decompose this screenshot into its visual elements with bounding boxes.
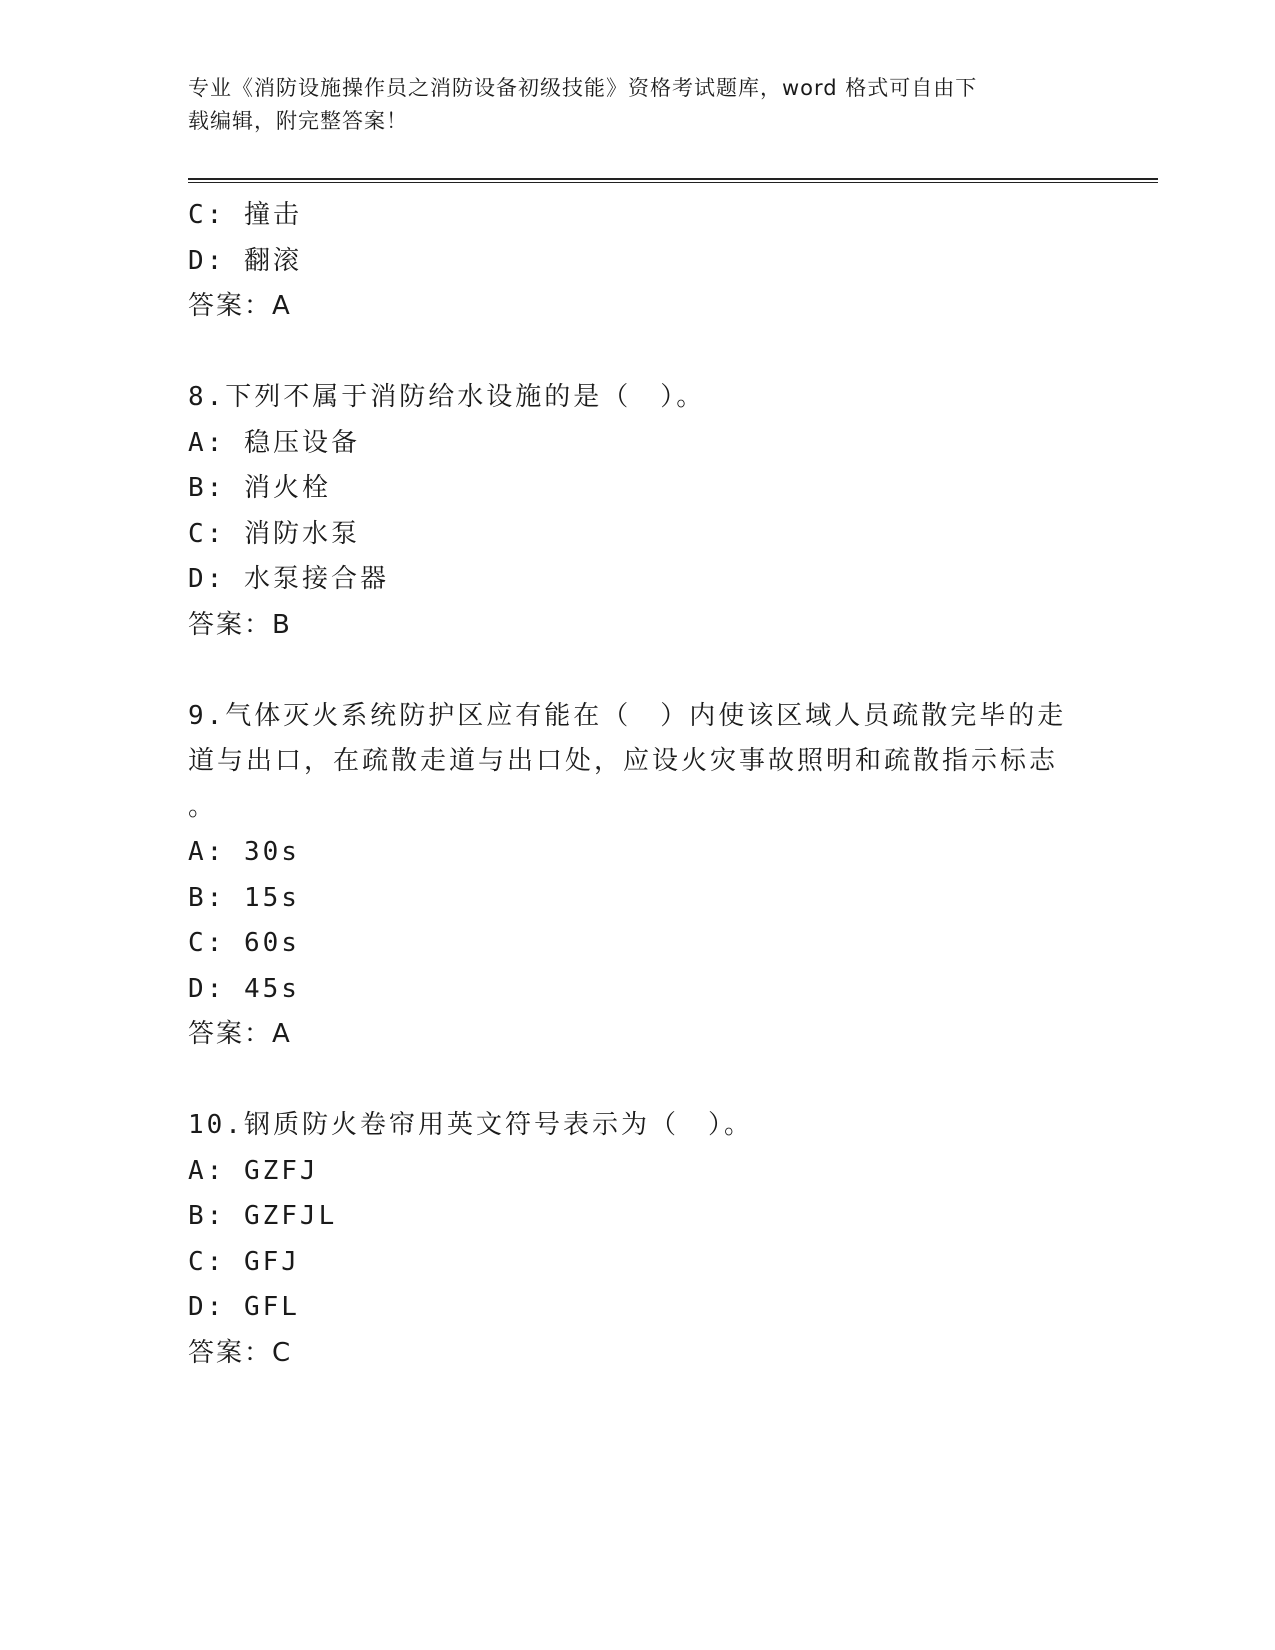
question-text: 10.钢质防火卷帘用英文符号表示为（ ）。 — [188, 1110, 753, 1140]
question-text: 8.下列不属于消防给水设施的是（ ）。 — [188, 382, 706, 412]
question-10 — [188, 1103, 1068, 1376]
option-a: A: 稳压设备 — [188, 427, 360, 458]
answer: 答案：B — [188, 609, 292, 640]
option-a: A: 30s — [188, 837, 300, 867]
spacer — [188, 1058, 1068, 1104]
option-c: C: 撞击 — [188, 200, 302, 230]
spacer — [188, 648, 1068, 694]
option-d: D: 翻滚 — [188, 245, 302, 276]
answer: 答案：C — [188, 1337, 293, 1368]
document-header — [188, 72, 1088, 138]
answer: 答案：A — [188, 1019, 292, 1049]
question-8 — [188, 375, 1068, 648]
header-line-1: 专业《消防设施操作员之消防设备初级技能》资格考试题库，word 格式可自由下 — [188, 76, 978, 100]
header-divider-thick — [188, 178, 1158, 180]
option-a: A: GZFJ — [188, 1155, 319, 1186]
question-text-line-1: 9.气体灭火系统防护区应有能在（ ）内使该区域人员疏散完毕的走 — [188, 700, 1067, 731]
option-c: C: 60s — [188, 928, 300, 958]
header-line-2: 载编辑，附完整答案！ — [188, 109, 408, 133]
option-b: B: 消火栓 — [188, 473, 331, 503]
option-b: B: 15s — [188, 882, 300, 913]
question-7-continued — [188, 193, 1068, 330]
option-d: D: 水泵接合器 — [188, 564, 389, 594]
option-d: D: 45s — [188, 973, 300, 1004]
option-c: C: GFJ — [188, 1246, 300, 1277]
question-list — [188, 193, 1068, 1376]
header-divider-thin — [188, 182, 1158, 183]
answer: 答案：A — [188, 291, 292, 321]
spacer — [188, 330, 1068, 376]
question-9 — [188, 694, 1068, 1058]
question-text-line-2: 道与出口，在疏散走道与出口处，应设火灾事故照明和疏散指示标志 — [188, 746, 1059, 776]
option-c: C: 消防水泵 — [188, 518, 360, 549]
option-d: D: GFL — [188, 1292, 300, 1322]
option-b: B: GZFJL — [188, 1201, 338, 1231]
question-text-line-3: 。 — [188, 791, 218, 822]
